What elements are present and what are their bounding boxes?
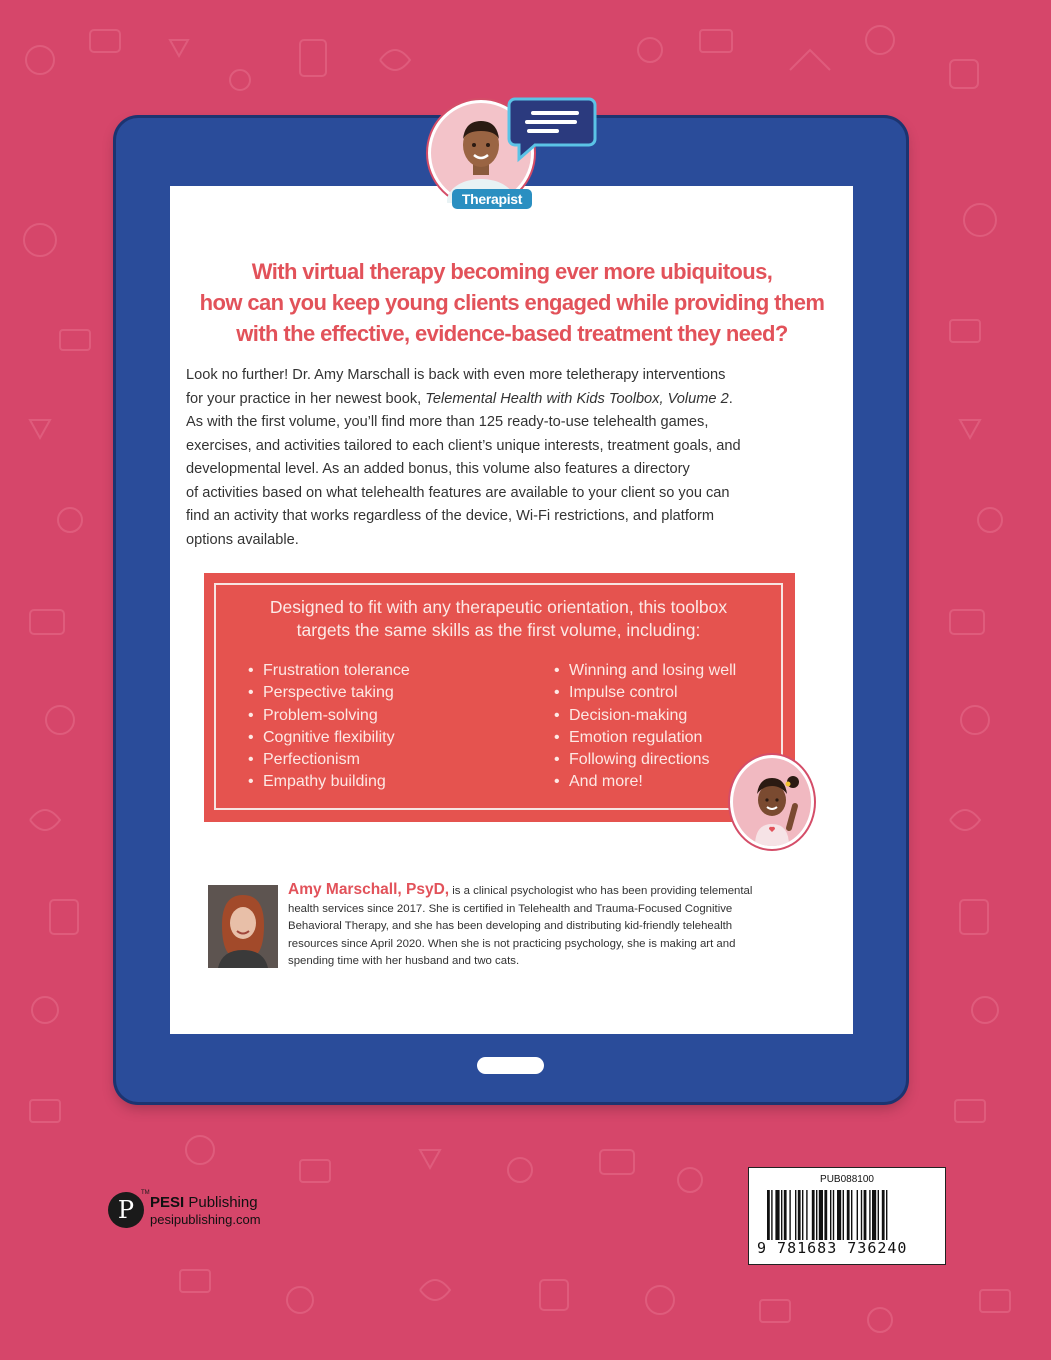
author-photo [208, 885, 278, 968]
speech-bubble-icon [505, 93, 597, 163]
skill-item: • And more! [554, 771, 736, 793]
intro-line: Look no further! Dr. Amy Marschall is back with even more teletherapy interventions [186, 367, 726, 383]
skill-item: • Perfectionism [248, 749, 410, 771]
intro-line: options available. [186, 531, 299, 548]
skill-item: • Frustration tolerance [248, 660, 410, 682]
author-bio [288, 881, 818, 971]
author-name: Amy Marschall, PsyD, [288, 881, 450, 898]
skills-intro-line: targets the same skills as the first volume, including: [296, 620, 701, 640]
publisher-name [150, 1194, 258, 1211]
skills-intro-line: Designed to fit with any therapeutic orientation, this toolbox [269, 597, 728, 617]
skill-item: • Emotion regulation [554, 727, 736, 749]
skills-list-left [248, 660, 410, 794]
intro-line: developmental level. As an added bonus, this volume also features a directory [186, 461, 690, 477]
tablet-home-button [477, 1057, 544, 1074]
publisher-name-bold: PESI [150, 1194, 185, 1211]
intro-line: exercises, and activities tailored to each client’s unique interests, treatment goals, and [186, 437, 741, 454]
intro-line [186, 388, 846, 412]
isbn-digits: 9 781683 736240 [757, 1239, 908, 1257]
headline-line: with the effective, evidence-based treatment they need? [236, 321, 788, 346]
product-code: PUB088100 [820, 1174, 874, 1185]
skills-intro [214, 596, 783, 642]
publisher-name-rest: Publishing [184, 1194, 258, 1211]
girl-avatar-icon [730, 755, 814, 849]
intro-paragraph [186, 364, 846, 552]
book-title: Telemental Health with Kids Toolbox, Volume 2 [425, 390, 729, 407]
intro-line: find an activity that works regardless of the device, Wi-Fi restrictions, and platform [186, 508, 715, 524]
skill-item: • Empathy building [248, 771, 410, 793]
author-bio-line: resources since April 2020. When she is not practicing psychology, she is making art and [288, 937, 736, 950]
barcode-box [748, 1167, 946, 1265]
headline-line: With virtual therapy becoming ever more ubiquitous, [251, 259, 773, 284]
publisher-url: pesipublishing.com [150, 1212, 261, 1227]
skill-item: • Cognitive flexibility [248, 727, 410, 749]
barcode-icon [767, 1190, 937, 1240]
author-bio-line: spending time with her husband and two cats. [288, 955, 520, 967]
author-bio-line: health services since 2017. She is certified in Telehealth and Trauma-Focused Cognitive [288, 902, 733, 915]
intro-line: As with the first volume, you’ll find more than 125 ready-to-use telehealth games, [186, 414, 709, 430]
skills-list-right [554, 660, 736, 794]
trademark-mark: TM [141, 1190, 150, 1196]
intro-line: of activities based on what telehealth features are available to your client so you can [186, 484, 730, 501]
author-bio-line: Behavioral Therapy, and she has been developing and distributing kid-friendly telehealth [288, 920, 733, 932]
author-bio-line [288, 881, 818, 901]
skill-item: • Decision-making [554, 705, 736, 727]
intro-text: for your practice in her newest book, [186, 390, 426, 407]
skill-item: • Following directions [554, 749, 736, 771]
skill-item: • Problem-solving [248, 705, 410, 727]
skill-item: • Winning and losing well [554, 660, 736, 682]
author-bio-text: is a clinical psychologist who has been providing telemental [449, 885, 753, 897]
skill-item: • Perspective taking [248, 682, 410, 704]
headline [186, 256, 838, 349]
headline-line: how can you keep young clients engaged while providing them [199, 290, 825, 315]
skill-item: • Impulse control [554, 682, 736, 704]
pesi-logo-icon: P [108, 1192, 144, 1228]
therapist-tag: Therapist [452, 189, 532, 209]
intro-text: . [728, 390, 733, 407]
